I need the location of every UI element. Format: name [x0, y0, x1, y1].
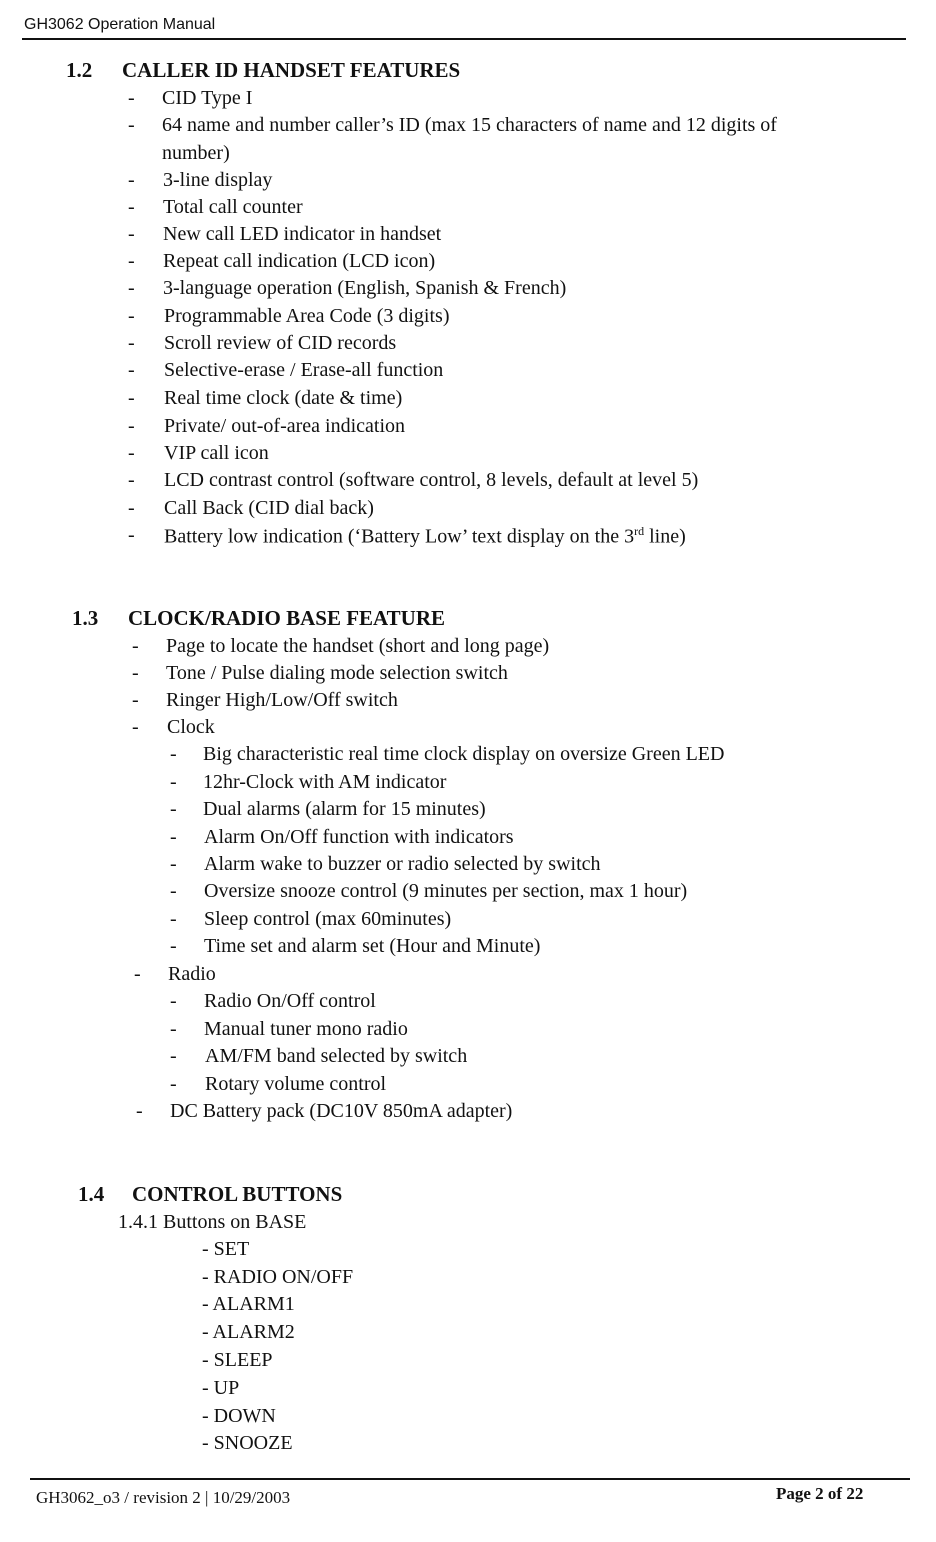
footer-revision: GH3062_o3 / revision 2 | 10/29/2003: [36, 1488, 291, 1507]
sub-bullet-dash: -: [170, 935, 177, 957]
bullet-dash: -: [128, 332, 135, 354]
sub-list-item: Dual alarms (alarm for 15 minutes): [203, 798, 486, 820]
list-item: Tone / Pulse dialing mode selection switch: [166, 662, 508, 684]
list-item: Ringer High/Low/Off switch: [166, 689, 398, 711]
bullet-dash: -: [136, 1100, 143, 1122]
bullet-dash: -: [128, 223, 135, 245]
sub-list-item: Alarm wake to buzzer or radio selected by switch: [204, 853, 601, 875]
bullet-dash: -: [128, 305, 135, 327]
list-item: Selective-erase / Erase-all function: [164, 359, 444, 381]
bullet-dash: -: [128, 524, 135, 546]
bullet-dash: -: [128, 250, 135, 272]
list-item: Page to locate the handset (short and long page): [166, 635, 550, 657]
button-list-item: - SLEEP: [202, 1349, 273, 1371]
list-item: Real time clock (date & time): [164, 387, 403, 409]
section-heading: CLOCK/RADIO BASE FEATURE: [128, 606, 445, 630]
sub-bullet-dash: -: [170, 853, 177, 875]
header-divider: [22, 38, 906, 40]
list-item: New call LED indicator in handset: [163, 223, 442, 245]
sub-bullet-dash: -: [170, 1045, 177, 1067]
button-list-item: - SNOOZE: [202, 1432, 293, 1454]
bullet-dash: -: [132, 689, 139, 711]
list-item: 3-language operation (English, Spanish & French): [163, 277, 567, 299]
sub-bullet-dash: -: [170, 771, 177, 793]
page-number: Page 2 of 22: [776, 1484, 864, 1503]
sub-bullet-dash: -: [170, 880, 177, 902]
button-list-item: - ALARM1: [202, 1293, 295, 1315]
bullet-dash: -: [128, 442, 135, 464]
bullet-dash: -: [134, 963, 141, 985]
sub-bullet-dash: -: [170, 743, 177, 765]
sub-list-item: Big characteristic real time clock display on oversize Green LED: [203, 743, 725, 765]
button-list-item: - RADIO ON/OFF: [202, 1266, 354, 1288]
bullet-dash: -: [128, 114, 135, 136]
bullet-dash: -: [128, 169, 135, 191]
subsection-heading: 1.4.1 Buttons on BASE: [118, 1211, 307, 1233]
section-1-2-title: [66, 58, 460, 83]
list-item: 3-line display: [163, 169, 273, 191]
sub-list-item: Rotary volume control: [205, 1073, 387, 1095]
section-1-3-title: [72, 606, 445, 631]
sub-bullet-dash: -: [170, 798, 177, 820]
list-item: Total call counter: [163, 196, 303, 218]
list-item: Clock: [167, 716, 215, 738]
section-number: 1.4: [78, 1182, 105, 1206]
list-item: LCD contrast control (software control, 8 levels, default at level 5): [164, 469, 699, 491]
sub-list-item: Alarm On/Off function with indicators: [204, 826, 514, 848]
footer-divider: [30, 1478, 910, 1480]
button-list-item: - DOWN: [202, 1405, 276, 1427]
battery-text-end: line): [644, 525, 686, 548]
page-header: GH3062 Operation Manual: [24, 16, 216, 33]
section-number: 1.2: [66, 58, 93, 82]
bullet-dash: -: [132, 662, 139, 684]
list-item: Programmable Area Code (3 digits): [164, 305, 450, 327]
bullet-dash: -: [128, 277, 135, 299]
ordinal-superscript: rd: [634, 524, 645, 538]
list-item: 64 name and number caller’s ID (max 15 characters of name and 12 digits of: [162, 114, 777, 136]
bullet-dash: -: [128, 196, 135, 218]
sub-list-item: Sleep control (max 60minutes): [204, 908, 452, 930]
sub-list-item: Oversize snooze control (9 minutes per section, max 1 hour): [204, 880, 688, 902]
list-item: Call Back (CID dial back): [164, 497, 374, 519]
sub-list-item: Manual tuner mono radio: [204, 1018, 408, 1040]
bullet-dash: -: [128, 469, 135, 491]
list-item: DC Battery pack (DC10V 850mA adapter): [170, 1100, 513, 1122]
list-item: Radio: [168, 963, 216, 985]
list-item-battery: [164, 524, 686, 549]
sub-bullet-dash: -: [170, 1018, 177, 1040]
sub-bullet-dash: -: [170, 826, 177, 848]
battery-text: Battery low indication (‘Battery Low’ text display on the 3: [164, 525, 635, 548]
section-number: 1.3: [72, 606, 99, 630]
sub-bullet-dash: -: [170, 908, 177, 930]
bullet-dash: -: [128, 359, 135, 381]
bullet-dash: -: [128, 415, 135, 437]
list-item-continuation: number): [162, 142, 230, 164]
sub-list-item: AM/FM band selected by switch: [205, 1045, 468, 1067]
sub-list-item: Radio On/Off control: [204, 990, 376, 1012]
list-item: Private/ out-of-area indication: [164, 415, 406, 437]
list-item: CID Type I: [162, 87, 253, 109]
button-list-item: - ALARM2: [202, 1321, 295, 1343]
section-heading: CALLER ID HANDSET FEATURES: [122, 58, 461, 82]
sub-bullet-dash: -: [170, 990, 177, 1012]
bullet-dash: -: [132, 716, 139, 738]
list-item: Scroll review of CID records: [164, 332, 397, 354]
bullet-dash: -: [128, 497, 135, 519]
sub-list-item: 12hr-Clock with AM indicator: [203, 771, 447, 793]
button-list-item: - UP: [202, 1377, 240, 1399]
bullet-dash: -: [128, 387, 135, 409]
button-list-item: - SET: [202, 1238, 250, 1260]
list-item: VIP call icon: [164, 442, 269, 464]
list-item: Repeat call indication (LCD icon): [163, 250, 436, 272]
sub-list-item: Time set and alarm set (Hour and Minute): [204, 935, 541, 957]
bullet-dash: -: [132, 635, 139, 657]
bullet-dash: -: [128, 87, 135, 109]
section-heading: CONTROL BUTTONS: [132, 1182, 343, 1206]
sub-bullet-dash: -: [170, 1073, 177, 1095]
section-1-4-title: [78, 1182, 342, 1207]
